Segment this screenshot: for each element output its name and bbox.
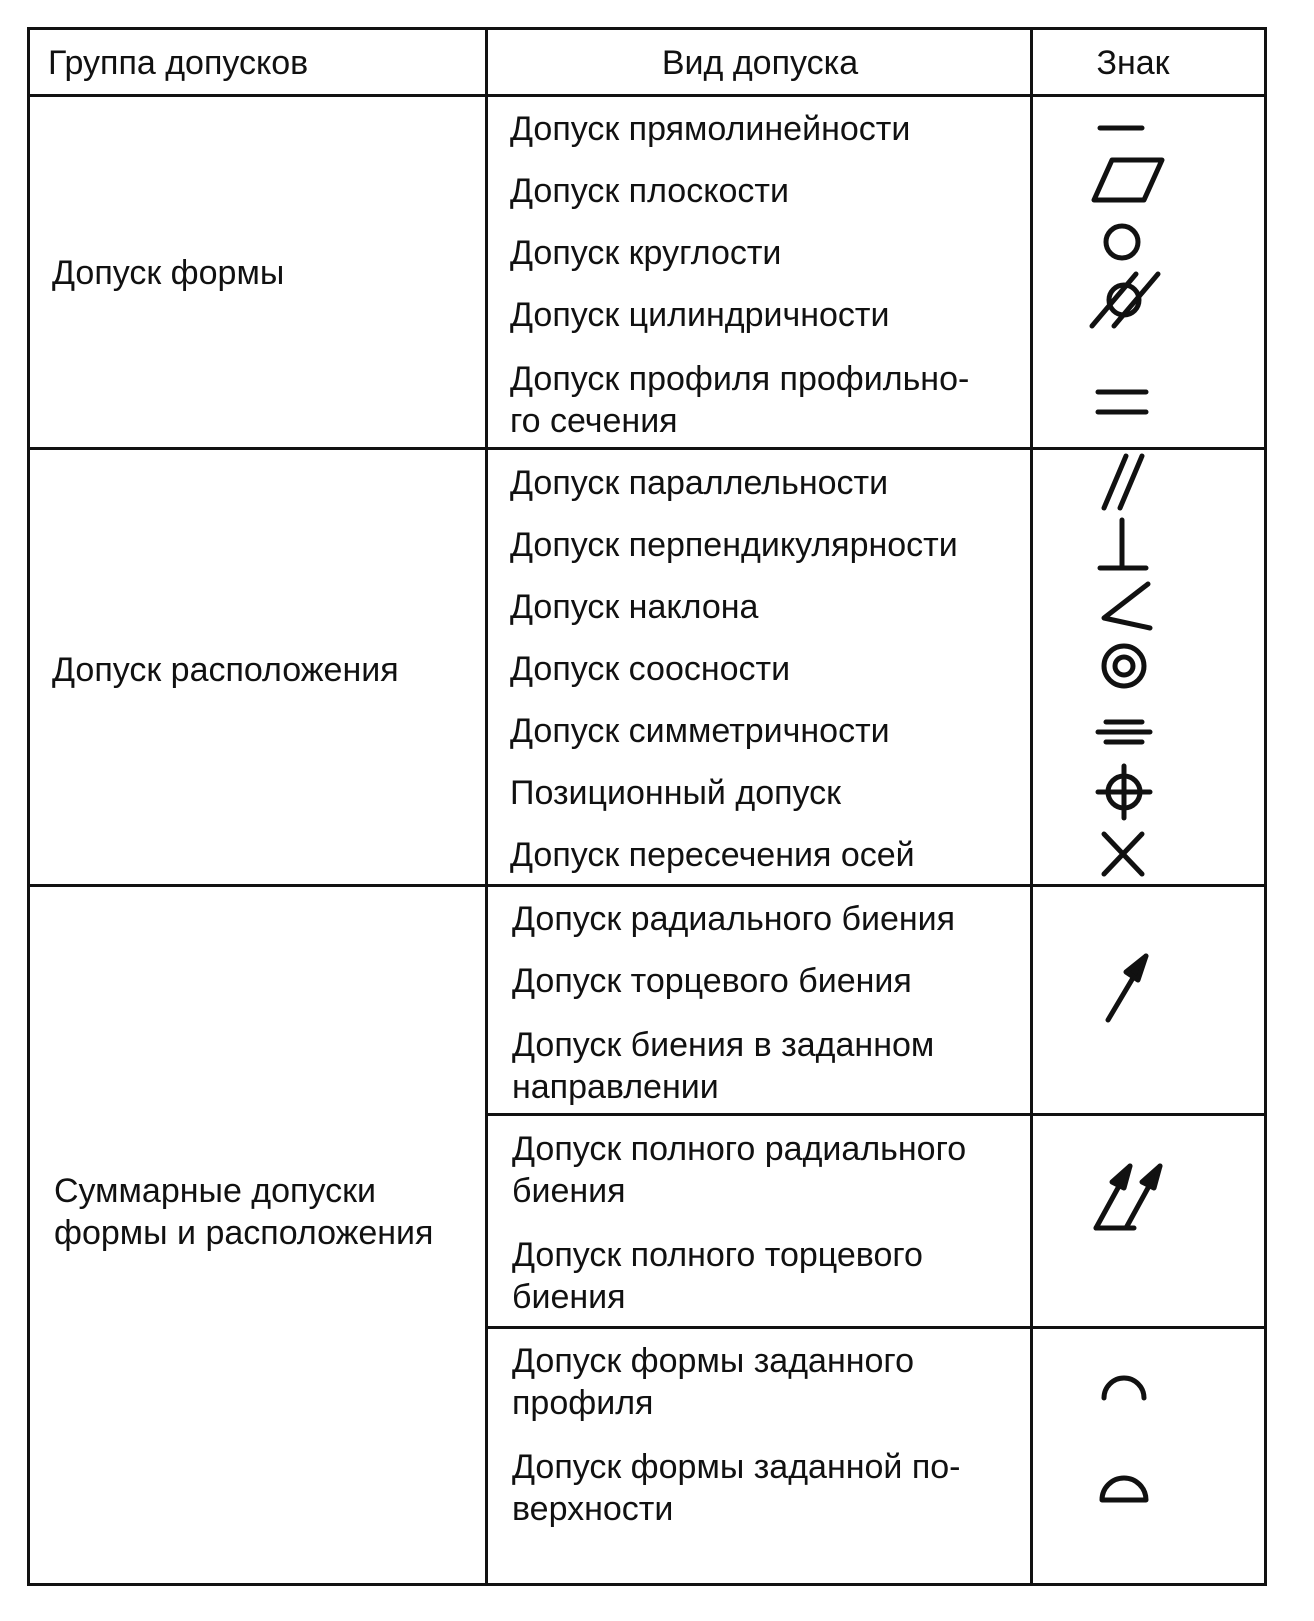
- profile-section-icon: [1070, 362, 1170, 442]
- item-total-radial-runout-line2: биения: [512, 1172, 626, 1210]
- item-cylindricity: Допуск цилиндричности: [510, 296, 890, 334]
- line-profile-icon: [1070, 1340, 1170, 1420]
- tolerance-table: [27, 27, 1267, 1586]
- header-sign-cell: [1033, 30, 1233, 97]
- item-line-profile: [512, 1340, 1042, 1424]
- item-axis-intersection: Допуск пересечения осей: [510, 836, 915, 874]
- group-label-combined-line1: Суммарные допуски: [54, 1172, 376, 1210]
- item-runout-direction-line1: Допуск биения в заданном: [512, 1026, 935, 1064]
- item-runout-direction: [512, 1024, 1042, 1108]
- item-profile-section-line2: го сечения: [510, 402, 678, 440]
- item-circularity: Допуск круглости: [510, 234, 782, 272]
- item-surface-profile-line2: верхности: [512, 1490, 674, 1528]
- item-parallelism: Допуск параллельности: [510, 464, 889, 502]
- item-position: Позиционный допуск: [510, 774, 842, 812]
- subgroup-divider-2: [488, 1326, 1264, 1329]
- item-symmetry: Допуск симметричности: [510, 712, 890, 750]
- group-label-combined: [54, 1170, 504, 1254]
- item-line-profile-line2: профиля: [512, 1384, 654, 1422]
- item-total-axial-runout-line2: биения: [512, 1278, 626, 1316]
- total-runout-icon: [1070, 1158, 1190, 1238]
- header-group-label: Группа допусков: [48, 44, 309, 82]
- group-label-form: Допуск формы: [52, 254, 285, 292]
- group-label-location: Допуск расположения: [52, 651, 399, 689]
- item-coaxiality: Допуск соосности: [510, 650, 791, 688]
- runout-icon: [1070, 948, 1170, 1028]
- item-flatness: Допуск плоскости: [510, 172, 789, 210]
- header-type-label: Вид допуска: [661, 44, 859, 82]
- item-radial-runout: Допуск радиального биения: [512, 900, 956, 938]
- axis-intersection-icon: [1070, 814, 1170, 894]
- group-label-combined-line2: формы и расположения: [54, 1214, 434, 1252]
- item-straightness: Допуск прямолинейности: [510, 110, 911, 148]
- item-perpendicularity: Допуск перпендикулярности: [510, 526, 958, 564]
- item-angularity: Допуск наклона: [510, 588, 759, 626]
- header-type-cell: [490, 30, 1030, 97]
- subgroup-divider-1: [488, 1113, 1264, 1116]
- item-surface-profile: [512, 1446, 1042, 1530]
- item-profile-section: [510, 358, 1040, 442]
- surface-profile-icon: [1070, 1444, 1170, 1524]
- item-surface-profile-line1: Допуск формы заданной по-: [512, 1448, 961, 1486]
- item-total-axial-runout-line1: Допуск полного торцевого: [512, 1236, 923, 1274]
- item-runout-direction-line2: направлении: [512, 1068, 719, 1106]
- item-profile-section-line1: Допуск профиля профильно-: [510, 360, 970, 398]
- item-axial-runout: Допуск торцевого биения: [512, 962, 912, 1000]
- item-total-radial-runout: [512, 1128, 1042, 1212]
- item-total-radial-runout-line1: Допуск полного радиального: [512, 1130, 967, 1168]
- cylindricity-icon: [1070, 260, 1170, 340]
- header-group-cell: [48, 30, 488, 97]
- item-line-profile-line1: Допуск формы заданного: [512, 1342, 914, 1380]
- item-total-axial-runout: [512, 1234, 1042, 1318]
- header-sign-label: Знак: [1096, 44, 1170, 82]
